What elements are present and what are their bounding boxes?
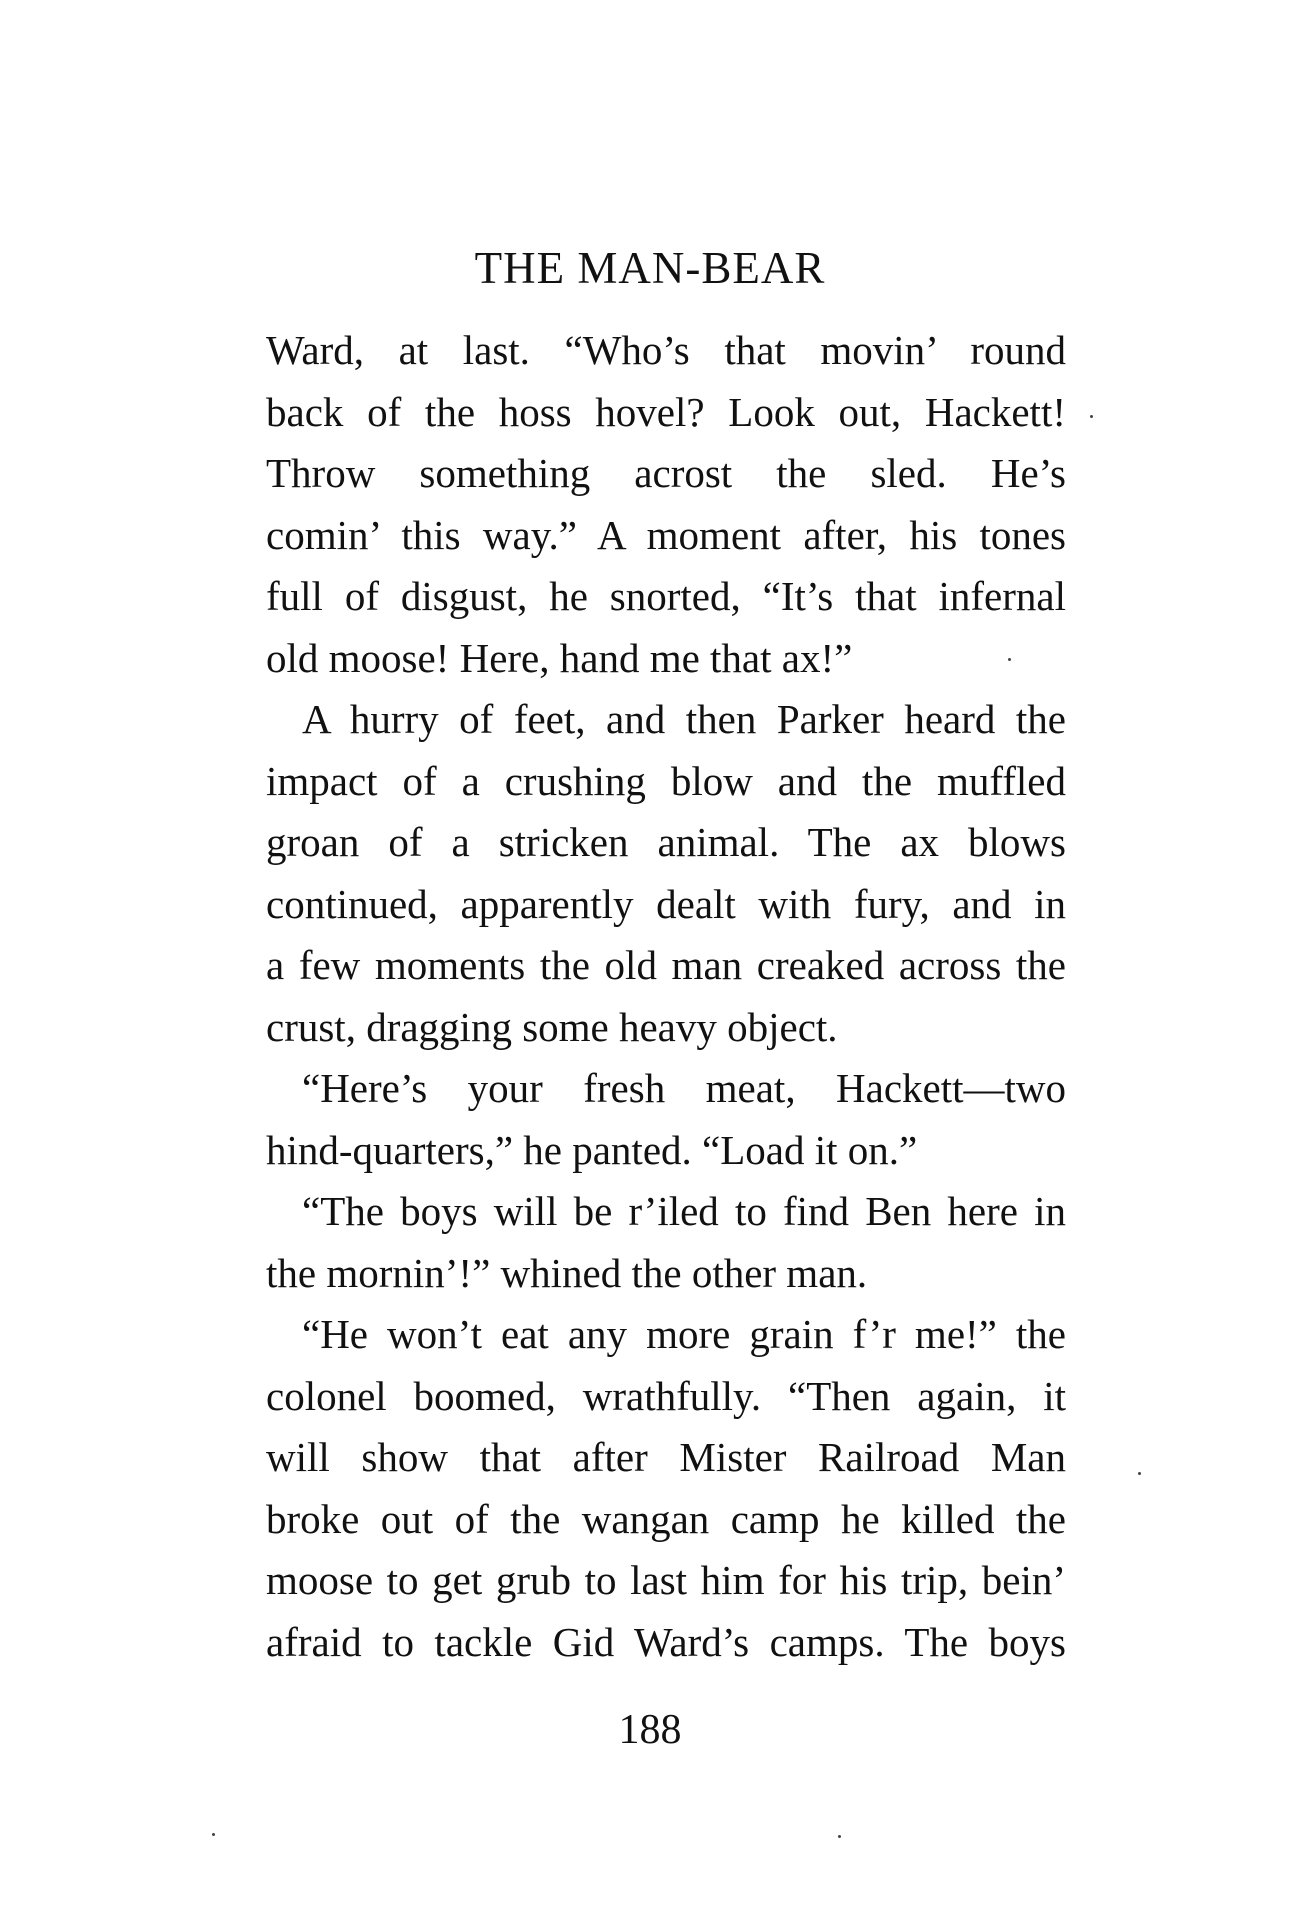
text-line: Throw something acrost the sled. He’s [266, 450, 1066, 496]
text-line: “He won’t eat any more grain f’r me!” the [302, 1311, 1066, 1357]
text-line: a few moments the old man creaked across the [266, 942, 1066, 988]
text-line: “Here’s your fresh meat, Hackett—two [302, 1065, 1066, 1111]
text-line: moose to get grub to last him for his trip, bein’ [266, 1557, 1066, 1603]
text-line: broke out of the wangan camp he killed the [266, 1495, 1066, 1542]
text-line: groan of a stricken animal. The ax blows [266, 819, 1066, 865]
print-speck [212, 1833, 215, 1836]
text-line: back of the hoss hovel? Look out, Hackett! [266, 388, 1066, 435]
body-text [266, 320, 1066, 1673]
print-speck [1008, 658, 1011, 661]
text-line: “The boys will be r’iled to find Ben here in [302, 1188, 1066, 1234]
text-line: afraid to tackle Gid Ward’s camps. The boys [266, 1618, 1066, 1665]
page-number: 188 [618, 1707, 682, 1753]
text-line: crust, dragging some heavy object. [266, 1003, 838, 1050]
text-line: impact of a crushing blow and the muffled [266, 757, 1066, 804]
print-speck [1138, 1472, 1141, 1475]
print-speck [838, 1835, 841, 1838]
text-line: continued, apparently dealt with fury, and in [266, 880, 1066, 927]
text-line: will show that after Mister Railroad Man [266, 1434, 1066, 1480]
text-line: Ward, at last. “Who’s that movin’ round [266, 327, 1066, 373]
text-line: old moose! Here, hand me that ax!” [266, 634, 853, 681]
text-line: full of disgust, he snorted, “It’s that infernal [266, 573, 1066, 619]
text-line: comin’ this way.” A moment after, his tones [266, 511, 1066, 558]
text-line: colonel boomed, wrathfully. “Then again, it [266, 1372, 1066, 1419]
text-line: the mornin’!” whined the other man. [266, 1249, 868, 1296]
text-line: hind-quarters,” he panted. “Load it on.” [266, 1126, 918, 1173]
print-speck [1090, 415, 1093, 418]
text-line: A hurry of feet, and then Parker heard the [302, 696, 1066, 742]
running-head: THE MAN-BEAR [474, 243, 826, 293]
